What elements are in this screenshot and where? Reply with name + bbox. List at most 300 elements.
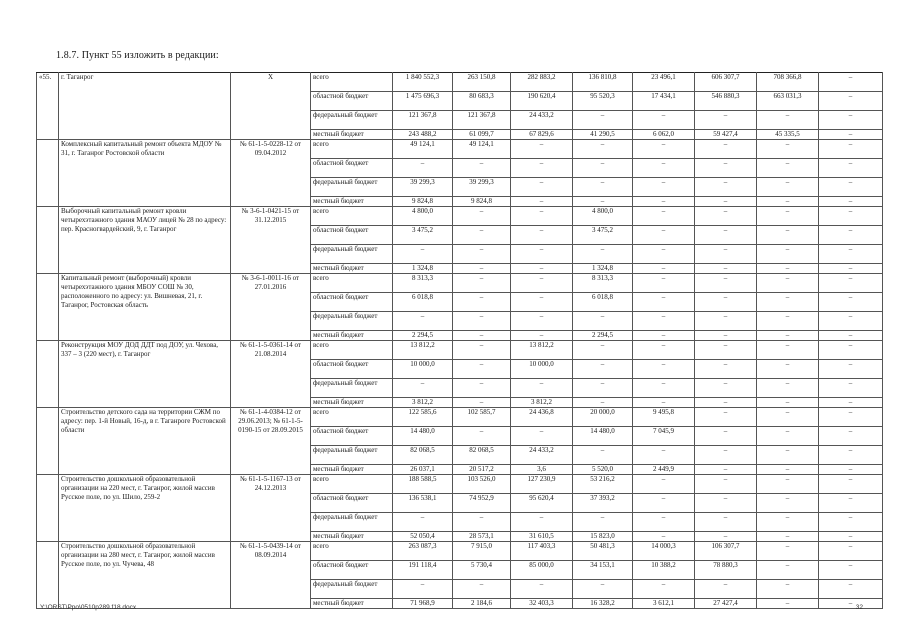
amount-cell: – bbox=[453, 398, 511, 408]
amount-cell: – bbox=[695, 111, 757, 130]
amount-cell: 80 683,3 bbox=[453, 92, 511, 111]
object-name-cell: г. Таганрог bbox=[59, 73, 231, 140]
row-number-cell bbox=[37, 274, 59, 341]
amount-cell: 136 538,1 bbox=[393, 494, 453, 513]
amount-cell: 14 000,3 bbox=[633, 542, 695, 561]
amount-cell: 263 150,8 bbox=[453, 73, 511, 92]
amount-cell: 31 610,5 bbox=[511, 532, 573, 542]
amount-cell: 34 153,1 bbox=[573, 561, 633, 580]
amount-cell: – bbox=[819, 408, 883, 427]
amount-cell: – bbox=[633, 178, 695, 197]
amount-cell: – bbox=[819, 312, 883, 331]
amount-cell: 78 880,3 bbox=[695, 561, 757, 580]
amount-cell: – bbox=[757, 197, 819, 207]
amount-cell: – bbox=[511, 159, 573, 178]
amount-cell: – bbox=[511, 312, 573, 331]
amount-cell: – bbox=[573, 197, 633, 207]
amount-cell: 17 434,1 bbox=[633, 92, 695, 111]
amount-cell: 95 520,3 bbox=[573, 92, 633, 111]
amount-cell: 52 050,4 bbox=[393, 532, 453, 542]
amount-cell: – bbox=[695, 513, 757, 532]
amount-cell: 10 388,2 bbox=[633, 561, 695, 580]
amount-cell: – bbox=[695, 532, 757, 542]
amount-cell: – bbox=[695, 226, 757, 245]
amount-cell: – bbox=[757, 427, 819, 446]
amount-cell: – bbox=[573, 379, 633, 398]
amount-cell: 606 307,7 bbox=[695, 73, 757, 92]
amount-cell: – bbox=[511, 580, 573, 599]
amount-cell: 67 829,6 bbox=[511, 130, 573, 140]
amount-cell: – bbox=[633, 532, 695, 542]
amount-cell: 23 496,1 bbox=[633, 73, 695, 92]
amount-cell: – bbox=[453, 513, 511, 532]
amount-cell: – bbox=[633, 197, 695, 207]
amount-cell: – bbox=[453, 580, 511, 599]
amount-cell: 45 335,5 bbox=[757, 130, 819, 140]
funding-source-cell: областной бюджет bbox=[311, 293, 393, 312]
amount-cell: – bbox=[453, 226, 511, 245]
row-number-cell bbox=[37, 542, 59, 609]
amount-cell: 9 824,8 bbox=[453, 197, 511, 207]
amount-cell: 3 612,1 bbox=[633, 599, 695, 609]
amount-cell: – bbox=[695, 408, 757, 427]
amount-cell: – bbox=[453, 159, 511, 178]
funding-source-cell: всего bbox=[311, 73, 393, 92]
amount-cell: 15 823,0 bbox=[573, 532, 633, 542]
amount-cell: – bbox=[573, 580, 633, 599]
amount-cell: 122 585,6 bbox=[393, 408, 453, 427]
funding-source-cell: местный бюджет bbox=[311, 465, 393, 475]
amount-cell: – bbox=[393, 513, 453, 532]
amount-cell: – bbox=[819, 130, 883, 140]
amount-cell: – bbox=[695, 475, 757, 494]
amount-cell: – bbox=[633, 379, 695, 398]
amount-cell: – bbox=[573, 513, 633, 532]
footer-file-path: Y:\ORST\Ppo\0510p289.f18.docx bbox=[40, 604, 137, 611]
amount-cell: – bbox=[757, 264, 819, 274]
amount-cell: – bbox=[695, 274, 757, 293]
amount-cell: 13 812,2 bbox=[511, 341, 573, 360]
amount-cell: – bbox=[819, 561, 883, 580]
amount-cell: – bbox=[633, 360, 695, 379]
funding-source-cell: всего bbox=[311, 542, 393, 561]
amount-cell: – bbox=[573, 159, 633, 178]
amount-cell: 3 475,2 bbox=[393, 226, 453, 245]
amount-cell: – bbox=[819, 92, 883, 111]
amount-cell: – bbox=[757, 274, 819, 293]
funding-source-cell: федеральный бюджет bbox=[311, 379, 393, 398]
expertise-doc-cell: Х bbox=[231, 73, 311, 140]
amount-cell: – bbox=[573, 446, 633, 465]
expertise-doc-cell: № 61-1-4-0384-12 от 29.06.2013; № 61-1-5-0190-15 от 28.09.2015 bbox=[231, 408, 311, 475]
amount-cell: – bbox=[573, 341, 633, 360]
amount-cell: 103 526,0 bbox=[453, 475, 511, 494]
amount-cell: – bbox=[819, 245, 883, 264]
amount-cell: – bbox=[511, 513, 573, 532]
amount-cell: 1 475 696,3 bbox=[393, 92, 453, 111]
amount-cell: – bbox=[819, 293, 883, 312]
amount-cell: – bbox=[573, 140, 633, 159]
amount-cell: – bbox=[819, 341, 883, 360]
amount-cell: 4 800,0 bbox=[393, 207, 453, 226]
amount-cell: – bbox=[573, 245, 633, 264]
amount-cell: 191 118,4 bbox=[393, 561, 453, 580]
funding-source-cell: местный бюджет bbox=[311, 264, 393, 274]
amount-cell: 85 000,0 bbox=[511, 561, 573, 580]
funding-source-cell: всего bbox=[311, 207, 393, 226]
amount-cell: – bbox=[819, 159, 883, 178]
amount-cell: – bbox=[695, 140, 757, 159]
amount-cell: – bbox=[633, 580, 695, 599]
funding-source-cell: федеральный бюджет bbox=[311, 513, 393, 532]
funding-source-cell: областной бюджет bbox=[311, 92, 393, 111]
funding-source-cell: областной бюджет bbox=[311, 360, 393, 379]
amount-cell: – bbox=[757, 446, 819, 465]
funding-source-cell: местный бюджет bbox=[311, 331, 393, 341]
amount-cell: 14 480,0 bbox=[393, 427, 453, 446]
amount-cell: 59 427,4 bbox=[695, 130, 757, 140]
funding-source-cell: федеральный бюджет bbox=[311, 312, 393, 331]
amount-cell: 2 294,5 bbox=[573, 331, 633, 341]
amount-cell: 1 324,8 bbox=[393, 264, 453, 274]
amount-cell: – bbox=[757, 111, 819, 130]
funding-source-cell: областной бюджет bbox=[311, 561, 393, 580]
object-name-cell: Строительство детского сада на территории СЖМ по адресу: пер. 1-й Новый, 16-д, в г. Таганроге Ростовской области bbox=[59, 408, 231, 475]
amount-cell: – bbox=[573, 360, 633, 379]
object-name-cell: Капитальный ремонт (выборочный) кровли четырехэтажного здания МБОУ СОШ № 30, расположенного по адресу: ул. Вишневая, 21, г. Таганрог, Ростовская область bbox=[59, 274, 231, 341]
amount-cell: – bbox=[695, 197, 757, 207]
amount-cell: – bbox=[757, 341, 819, 360]
row-number-cell: «55. bbox=[37, 73, 59, 140]
amount-cell: – bbox=[819, 465, 883, 475]
amount-cell: – bbox=[453, 379, 511, 398]
budget-table bbox=[36, 72, 883, 609]
amount-cell: 2 294,5 bbox=[393, 331, 453, 341]
amount-cell: – bbox=[695, 446, 757, 465]
amount-cell: – bbox=[633, 475, 695, 494]
table-row bbox=[37, 73, 883, 92]
amount-cell: – bbox=[819, 427, 883, 446]
amount-cell: 2 449,9 bbox=[633, 465, 695, 475]
amount-cell: – bbox=[633, 245, 695, 264]
amount-cell: – bbox=[511, 207, 573, 226]
amount-cell: 95 620,4 bbox=[511, 494, 573, 513]
funding-source-cell: всего bbox=[311, 140, 393, 159]
amount-cell: – bbox=[819, 207, 883, 226]
amount-cell: – bbox=[819, 197, 883, 207]
amount-cell: – bbox=[695, 494, 757, 513]
funding-source-cell: местный бюджет bbox=[311, 599, 393, 609]
amount-cell: – bbox=[633, 398, 695, 408]
funding-source-cell: всего bbox=[311, 274, 393, 293]
amount-cell: – bbox=[695, 178, 757, 197]
amount-cell: – bbox=[819, 274, 883, 293]
table-row bbox=[37, 341, 883, 360]
amount-cell: – bbox=[573, 178, 633, 197]
amount-cell: 127 230,9 bbox=[511, 475, 573, 494]
expertise-doc-cell: № 61-1-5-0361-14 от 21.08.2014 bbox=[231, 341, 311, 408]
amount-cell: 3,6 bbox=[511, 465, 573, 475]
amount-cell: – bbox=[757, 293, 819, 312]
amount-cell: – bbox=[695, 331, 757, 341]
amount-cell: – bbox=[573, 312, 633, 331]
amount-cell: 546 880,3 bbox=[695, 92, 757, 111]
amount-cell: – bbox=[757, 398, 819, 408]
amount-cell: 20 000,0 bbox=[573, 408, 633, 427]
amount-cell: – bbox=[695, 312, 757, 331]
amount-cell: 1 840 552,3 bbox=[393, 73, 453, 92]
funding-source-cell: областной бюджет bbox=[311, 159, 393, 178]
amount-cell: – bbox=[757, 226, 819, 245]
amount-cell: – bbox=[633, 159, 695, 178]
amount-cell: – bbox=[633, 341, 695, 360]
amount-cell: – bbox=[757, 331, 819, 341]
object-name-cell: Строительство дошкольной образовательной организации на 280 мест, г. Таганрог, жилой массив Русское поле, по ул. Чучева, 48 bbox=[59, 542, 231, 609]
amount-cell: – bbox=[511, 178, 573, 197]
amount-cell: – bbox=[757, 159, 819, 178]
amount-cell: 121 367,8 bbox=[453, 111, 511, 130]
amount-cell: 263 087,3 bbox=[393, 542, 453, 561]
amount-cell: – bbox=[633, 111, 695, 130]
funding-source-cell: федеральный бюджет bbox=[311, 111, 393, 130]
amount-cell: 117 403,3 bbox=[511, 542, 573, 561]
amount-cell: – bbox=[453, 207, 511, 226]
amount-cell: – bbox=[757, 245, 819, 264]
amount-cell: – bbox=[757, 561, 819, 580]
amount-cell: 282 883,2 bbox=[511, 73, 573, 92]
amount-cell: 26 037,1 bbox=[393, 465, 453, 475]
amount-cell: – bbox=[757, 379, 819, 398]
amount-cell: – bbox=[757, 140, 819, 159]
amount-cell: 1 324,8 bbox=[573, 264, 633, 274]
amount-cell: – bbox=[757, 465, 819, 475]
amount-cell: 102 585,7 bbox=[453, 408, 511, 427]
amount-cell: 24 433,2 bbox=[511, 446, 573, 465]
amount-cell: 27 427,4 bbox=[695, 599, 757, 609]
table-row bbox=[37, 274, 883, 293]
funding-source-cell: местный бюджет bbox=[311, 197, 393, 207]
funding-source-cell: всего bbox=[311, 408, 393, 427]
amount-cell: 16 328,2 bbox=[573, 599, 633, 609]
funding-source-cell: федеральный бюджет bbox=[311, 178, 393, 197]
amount-cell: – bbox=[757, 532, 819, 542]
amount-cell: – bbox=[633, 513, 695, 532]
amount-cell: – bbox=[819, 542, 883, 561]
table-row bbox=[37, 408, 883, 427]
amount-cell: 5 520,0 bbox=[573, 465, 633, 475]
amount-cell: – bbox=[819, 446, 883, 465]
amount-cell: – bbox=[757, 312, 819, 331]
amount-cell: 50 481,3 bbox=[573, 542, 633, 561]
funding-source-cell: областной бюджет bbox=[311, 226, 393, 245]
amount-cell: 708 366,8 bbox=[757, 73, 819, 92]
amount-cell: – bbox=[453, 293, 511, 312]
amount-cell: – bbox=[819, 331, 883, 341]
amount-cell: – bbox=[511, 264, 573, 274]
amount-cell: 37 393,2 bbox=[573, 494, 633, 513]
funding-source-cell: всего bbox=[311, 341, 393, 360]
expertise-doc-cell: № 61-1-5-1167-13 от 24.12.2013 bbox=[231, 475, 311, 542]
row-number-cell bbox=[37, 207, 59, 274]
amount-cell: – bbox=[633, 446, 695, 465]
amount-cell: – bbox=[695, 465, 757, 475]
amount-cell: – bbox=[695, 398, 757, 408]
expertise-doc-cell: № 61-1-5-0228-12 от 09.04.2012 bbox=[231, 140, 311, 207]
amount-cell: – bbox=[453, 312, 511, 331]
funding-source-cell: местный бюджет bbox=[311, 398, 393, 408]
amount-cell: 6 062,0 bbox=[633, 130, 695, 140]
amount-cell: 32 403,3 bbox=[511, 599, 573, 609]
funding-source-cell: местный бюджет bbox=[311, 130, 393, 140]
amount-cell: – bbox=[757, 408, 819, 427]
amount-cell: 9 824,8 bbox=[393, 197, 453, 207]
amount-cell: – bbox=[757, 599, 819, 609]
amount-cell: – bbox=[757, 513, 819, 532]
amount-cell: – bbox=[453, 274, 511, 293]
amount-cell: – bbox=[633, 226, 695, 245]
funding-source-cell: областной бюджет bbox=[311, 494, 393, 513]
amount-cell: 6 018,8 bbox=[393, 293, 453, 312]
object-name-cell: Реконструкция МОУ ДОД ДДТ под ДОУ, ул. Чехова, 337 – 3 (220 мест), г. Таганрог bbox=[59, 341, 231, 408]
row-number-cell bbox=[37, 475, 59, 542]
funding-source-cell: федеральный бюджет bbox=[311, 446, 393, 465]
amount-cell: – bbox=[695, 159, 757, 178]
amount-cell: – bbox=[819, 580, 883, 599]
amount-cell: 39 299,3 bbox=[453, 178, 511, 197]
amount-cell: – bbox=[453, 331, 511, 341]
row-number-cell bbox=[37, 341, 59, 408]
funding-source-cell: федеральный бюджет bbox=[311, 245, 393, 264]
amount-cell: 53 216,2 bbox=[573, 475, 633, 494]
amount-cell: – bbox=[819, 379, 883, 398]
amount-cell: – bbox=[393, 580, 453, 599]
amount-cell: – bbox=[819, 111, 883, 130]
amount-cell: 7 045,9 bbox=[633, 427, 695, 446]
amount-cell: – bbox=[819, 494, 883, 513]
amount-cell: 6 018,8 bbox=[573, 293, 633, 312]
amount-cell: 663 031,3 bbox=[757, 92, 819, 111]
amount-cell: 24 433,2 bbox=[511, 111, 573, 130]
amount-cell: 41 290,5 bbox=[573, 130, 633, 140]
amount-cell: 10 000,0 bbox=[511, 360, 573, 379]
amount-cell: 3 475,2 bbox=[573, 226, 633, 245]
amount-cell: – bbox=[633, 312, 695, 331]
footer-page-number: 32 bbox=[855, 604, 863, 611]
amount-cell: – bbox=[819, 360, 883, 379]
amount-cell: – bbox=[819, 264, 883, 274]
amount-cell: 14 480,0 bbox=[573, 427, 633, 446]
amount-cell: – bbox=[393, 312, 453, 331]
amount-cell: 49 124,1 bbox=[393, 140, 453, 159]
amount-cell: 20 517,2 bbox=[453, 465, 511, 475]
expertise-doc-cell: № 3-6-1-0421-15 от 31.12.2015 bbox=[231, 207, 311, 274]
funding-source-cell: областной бюджет bbox=[311, 427, 393, 446]
amount-cell: – bbox=[633, 207, 695, 226]
amount-cell: 82 068,5 bbox=[393, 446, 453, 465]
expertise-doc-cell: № 3-6-1-0011-16 от 27.01.2016 bbox=[231, 274, 311, 341]
amount-cell: 121 367,8 bbox=[393, 111, 453, 130]
row-number-cell bbox=[37, 140, 59, 207]
amount-cell: – bbox=[695, 427, 757, 446]
amount-cell: – bbox=[757, 360, 819, 379]
amount-cell: – bbox=[633, 293, 695, 312]
amount-cell: – bbox=[695, 379, 757, 398]
amount-cell: – bbox=[453, 427, 511, 446]
amount-cell: 39 299,3 bbox=[393, 178, 453, 197]
amount-cell: – bbox=[757, 207, 819, 226]
amount-cell: – bbox=[511, 331, 573, 341]
amount-cell: 136 810,8 bbox=[573, 73, 633, 92]
amount-cell: – bbox=[757, 580, 819, 599]
amount-cell: – bbox=[453, 360, 511, 379]
amount-cell: – bbox=[757, 178, 819, 197]
amount-cell: – bbox=[393, 379, 453, 398]
amount-cell: – bbox=[819, 398, 883, 408]
amount-cell: 5 730,4 bbox=[453, 561, 511, 580]
amount-cell: – bbox=[695, 293, 757, 312]
budget-table-container bbox=[36, 72, 862, 609]
amount-cell: – bbox=[819, 599, 883, 609]
amount-cell: – bbox=[819, 475, 883, 494]
amount-cell: 74 952,9 bbox=[453, 494, 511, 513]
funding-source-cell: всего bbox=[311, 475, 393, 494]
amount-cell: 2 184,6 bbox=[453, 599, 511, 609]
table-body bbox=[37, 73, 883, 609]
amount-cell: 8 313,3 bbox=[393, 274, 453, 293]
object-name-cell: Выборочный капитальный ремонт кровли четырехэтажного здания МАОУ лицей № 28 по адресу: пер. Красногвардейский, 9, г. Таганрог bbox=[59, 207, 231, 274]
amount-cell: – bbox=[819, 513, 883, 532]
amount-cell: – bbox=[633, 494, 695, 513]
amount-cell: – bbox=[511, 226, 573, 245]
amount-cell: 10 000,0 bbox=[393, 360, 453, 379]
amount-cell: – bbox=[453, 341, 511, 360]
amount-cell: – bbox=[393, 159, 453, 178]
row-number-cell bbox=[37, 408, 59, 475]
funding-source-cell: местный бюджет bbox=[311, 532, 393, 542]
amount-cell: – bbox=[511, 197, 573, 207]
amount-cell: 3 812,2 bbox=[511, 398, 573, 408]
amount-cell: 106 307,7 bbox=[695, 542, 757, 561]
table-row bbox=[37, 140, 883, 159]
amount-cell: – bbox=[633, 264, 695, 274]
expertise-doc-cell: № 61-1-5-0439-14 от 08.09.2014 bbox=[231, 542, 311, 609]
amount-cell: 3 812,2 bbox=[393, 398, 453, 408]
table-row bbox=[37, 475, 883, 494]
amount-cell: – bbox=[633, 274, 695, 293]
amount-cell: 4 800,0 bbox=[573, 207, 633, 226]
amount-cell: – bbox=[695, 341, 757, 360]
amount-cell: 24 436,8 bbox=[511, 408, 573, 427]
amount-cell: 7 915,0 bbox=[453, 542, 511, 561]
amount-cell: 61 099,7 bbox=[453, 130, 511, 140]
amount-cell: – bbox=[393, 245, 453, 264]
amount-cell: – bbox=[695, 580, 757, 599]
amount-cell: – bbox=[453, 264, 511, 274]
amount-cell: – bbox=[819, 140, 883, 159]
amount-cell: – bbox=[695, 207, 757, 226]
section-heading: 1.8.7. Пункт 55 изложить в редакции: bbox=[56, 50, 219, 61]
amount-cell: – bbox=[757, 475, 819, 494]
amount-cell: 188 588,5 bbox=[393, 475, 453, 494]
amount-cell: 243 488,2 bbox=[393, 130, 453, 140]
amount-cell: – bbox=[633, 331, 695, 341]
object-name-cell: Комплексный капитальный ремонт объекта МДОУ № 31, г. Таганрог Ростовской области bbox=[59, 140, 231, 207]
amount-cell: – bbox=[511, 427, 573, 446]
amount-cell: 49 124,1 bbox=[453, 140, 511, 159]
amount-cell: – bbox=[819, 532, 883, 542]
amount-cell: – bbox=[453, 245, 511, 264]
funding-source-cell: федеральный бюджет bbox=[311, 580, 393, 599]
